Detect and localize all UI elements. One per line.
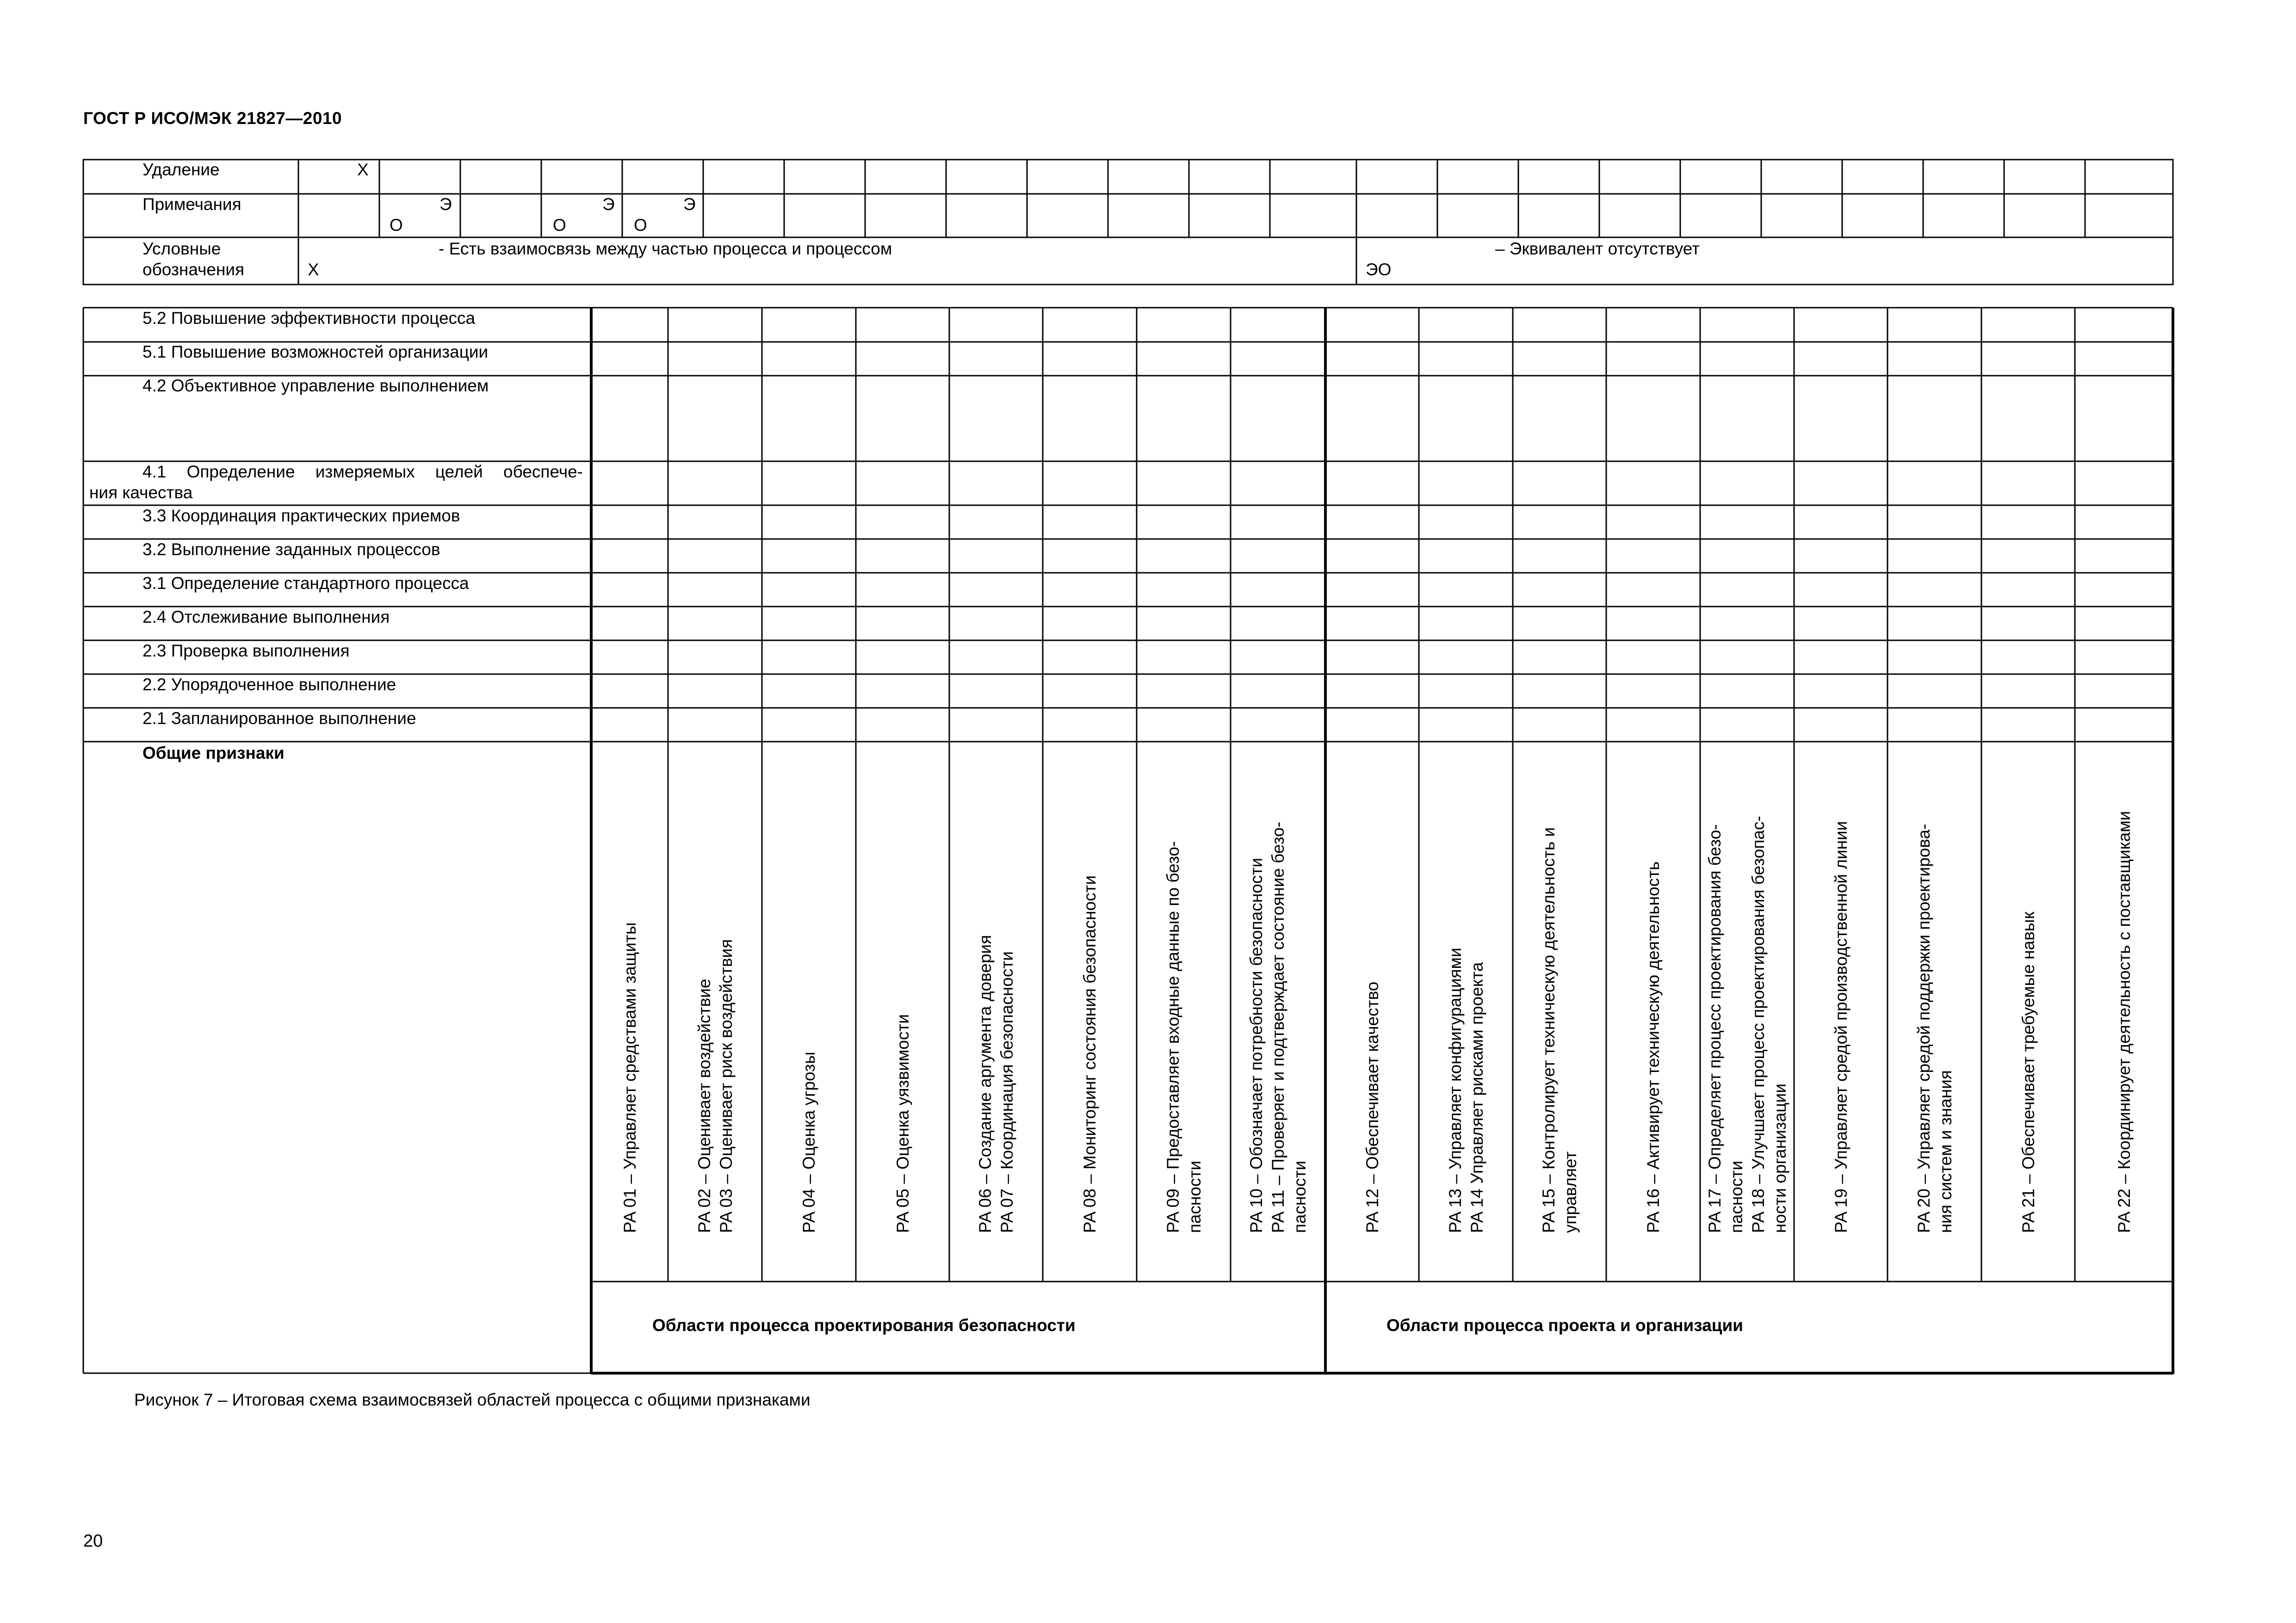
process-area-header-8-line-3: пасности [1290, 1160, 1309, 1233]
notes-label: Примечания [142, 195, 241, 214]
row-label-4-1: 4.1 Определение измеряемых целей обеспече- [142, 462, 583, 481]
legend-symbol-x: Х [308, 260, 319, 279]
notes-mark-2-sub: О [553, 216, 566, 235]
row-label-3-3: 3.3 Координация практических приемов [142, 506, 460, 525]
process-area-header-15-line-1: PA 20 – Управляет средой поддержки проектирова- [1914, 824, 1933, 1233]
area-project-label: Области процесса проекта и организации [1386, 1316, 1744, 1335]
process-area-header-3-line-1: PA 04 – Оценка угрозы [799, 1052, 818, 1233]
process-area-header-8-line-2: PA 11 – Проверяет и подтверждает состояние безо- [1269, 822, 1287, 1233]
process-area-header-10-line-1: PA 13 – Управляет конфигурациями [1446, 948, 1465, 1233]
legend-label-1: Условные [142, 239, 221, 258]
row-label-3-1: 3.1 Определение стандартного процесса [142, 574, 469, 593]
process-area-header-1-line-1: PA 01 – Управляет средствами защиты [620, 922, 639, 1233]
area-security-label: Области процесса проектирования безопасности [652, 1316, 1076, 1335]
row-label-5-2: 5.2 Повышение эффективности процесса [142, 309, 476, 328]
process-area-header-13-line-1: PA 17 – Определяет процесс проектирования безо- [1705, 824, 1724, 1233]
process-area-header-7-line-2: пасности [1185, 1160, 1204, 1233]
row-label-2-4: 2.4 Отслеживание выполнения [142, 607, 390, 626]
legend-symbol-eo: ЭО [1366, 260, 1392, 279]
notes-mark-3-letter: Э [683, 195, 696, 214]
process-area-header-2-line-1: PA 02 – Оценивает воздействие [695, 979, 714, 1233]
general-features-label: Общие признаки [142, 743, 285, 762]
process-area-header-10-line-2: PA 14 Управляет рисками проекта [1467, 962, 1486, 1233]
process-area-header-12-line-1: PA 16 – Активирует техническую деятельность [1644, 861, 1663, 1233]
process-area-header-7-line-1: PA 09 – Предоставляет входные данные по безо- [1163, 841, 1182, 1233]
legend-label-2: обозначения [142, 260, 245, 279]
row-label-3-2: 3.2 Выполнение заданных процессов [142, 540, 440, 559]
process-area-header-5-line-1: PA 06 – Создание аргумента доверия [976, 935, 995, 1233]
figure-caption: Рисунок 7 – Итоговая схема взаимосвязей областей процесса с общими признаками [134, 1390, 811, 1409]
notes-mark-1-letter: Э [439, 195, 452, 214]
page-number: 20 [83, 1531, 103, 1551]
process-area-header-15-line-2: ния систем и знания [1936, 1070, 1955, 1233]
process-area-header-9-line-1: PA 12 – Обеспечивает качество [1363, 981, 1382, 1233]
process-area-header-11-line-1: PA 15 – Контролирует техническую деятельность и [1539, 827, 1558, 1233]
process-area-header-13-line-2: пасности [1727, 1160, 1746, 1233]
process-area-header-11-line-2: управляет [1561, 1151, 1580, 1233]
row-label-2-1: 2.1 Запланированное выполнение [142, 709, 416, 728]
row-label-4-1-cont: ния качества [89, 483, 193, 502]
row-label-2-2: 2.2 Упорядоченное выполнение [142, 675, 396, 694]
process-area-header-17-line-1: PA 22 – Координирует деятельность с поставщиками [2115, 811, 2134, 1233]
process-area-header-16-line-1: PA 21 – Обеспечивает требуемые навык [2019, 911, 2038, 1233]
process-area-header-6-line-1: PA 08 – Мониторинг состояния безопасности [1080, 875, 1099, 1233]
process-area-header-14-line-1: PA 19 – Управляет средой производственной линии [1832, 821, 1850, 1233]
notes-mark-2-letter: Э [602, 195, 615, 214]
legend-desc-x: - Есть взаимосвязь между частью процесса и процессом [439, 239, 892, 258]
process-area-header-13-line-4: ности организации [1770, 1084, 1789, 1233]
process-area-header-4-line-1: PA 05 – Оценка уязвимости [893, 1014, 912, 1233]
notes-mark-3-sub: О [634, 216, 647, 235]
row-label-5-1: 5.1 Повышение возможностей организации [142, 342, 489, 361]
process-area-header-2-line-2: PA 03 – Оценивает риск воздействия [717, 939, 736, 1233]
row-label-4-2: 4.2 Объективное управление выполнением [142, 376, 489, 395]
row-label-2-3: 2.3 Проверка выполнения [142, 641, 350, 660]
deletion-label: Удаление [142, 160, 220, 179]
document-header: ГОСТ Р ИСО/МЭК 21827—2010 [83, 109, 342, 128]
deletion-mark: Х [357, 160, 369, 179]
process-area-header-5-line-2: PA 07 – Координация безопасности [997, 951, 1016, 1233]
notes-mark-1-sub: О [390, 216, 403, 235]
legend-desc-eo: – Эквивалент отсутствует [1495, 239, 1700, 258]
process-area-header-8-line-1: PA 10 – Обозначает потребности безопасности [1247, 858, 1266, 1233]
process-area-header-13-line-3: PA 18 – Улучшает процесс проектирования безопас- [1749, 816, 1768, 1233]
